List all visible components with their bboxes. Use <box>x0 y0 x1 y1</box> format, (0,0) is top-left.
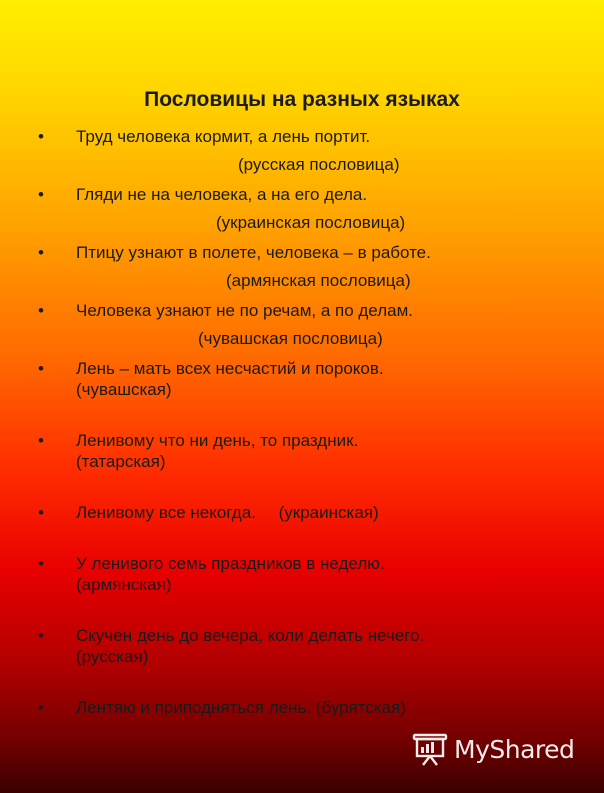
proverb-origin: (татарская) <box>76 452 166 471</box>
proverb-text: Человека узнают не по речам, а по делам. <box>76 301 413 320</box>
proverb-text: Ленивому все некогда. <box>76 503 256 522</box>
bullet: • <box>38 359 44 378</box>
presentation-board-icon <box>412 732 448 766</box>
bullet: • <box>38 185 44 204</box>
proverb-item <box>36 430 576 472</box>
proverb-text: Ленивому что ни день, то праздник. <box>76 431 359 450</box>
proverb-item <box>36 697 576 718</box>
proverb-item <box>36 358 576 400</box>
bullet: • <box>38 127 44 146</box>
proverb-item <box>36 502 576 523</box>
proverb-origin: (русская пословица) <box>238 155 400 174</box>
bullet: • <box>38 243 44 262</box>
bullet: • <box>38 503 44 522</box>
proverb-item <box>36 126 576 175</box>
proverb-text: Скучен день до вечера, коли делать нечего. <box>76 626 425 645</box>
bullet: • <box>38 301 44 320</box>
proverb-text: Гляди не на человека, а на его дела. <box>76 185 368 204</box>
proverb-item <box>36 242 576 291</box>
proverb-origin: (украинская пословица) <box>216 213 406 232</box>
proverb-item <box>36 553 576 595</box>
proverb-origin: (чувашская пословица) <box>198 329 383 348</box>
proverb-text: Птицу узнают в полете, человека – в работе. <box>76 243 431 262</box>
proverb-origin: (бурятская) <box>315 698 406 717</box>
proverb-text: Лентяю и приподняться лень. <box>76 698 312 717</box>
bullet: • <box>38 431 44 450</box>
proverb-list <box>36 126 576 718</box>
proverb-text: У ленивого семь праздников в неделю. <box>76 554 385 573</box>
proverb-origin: (армянская пословица) <box>226 271 411 290</box>
proverb-item <box>36 184 576 233</box>
proverb-origin: (чувашская) <box>76 380 172 399</box>
proverb-origin: (русская) <box>76 647 149 666</box>
watermark-text: MyShared <box>454 734 575 764</box>
bullet: • <box>38 554 44 573</box>
proverb-origin: (украинская) <box>278 503 379 522</box>
proverb-item <box>36 300 576 349</box>
proverb-text: Труд человека кормит, а лень портит. <box>76 127 371 146</box>
proverb-text: Лень – мать всех несчастий и пороков. <box>76 359 384 378</box>
bullet: • <box>38 698 44 717</box>
bullet: • <box>38 626 44 645</box>
proverb-item <box>36 625 576 667</box>
page-title: Пословицы на разных языках <box>144 88 460 111</box>
watermark-logo <box>412 731 574 767</box>
proverb-origin: (армянская) <box>76 575 172 594</box>
